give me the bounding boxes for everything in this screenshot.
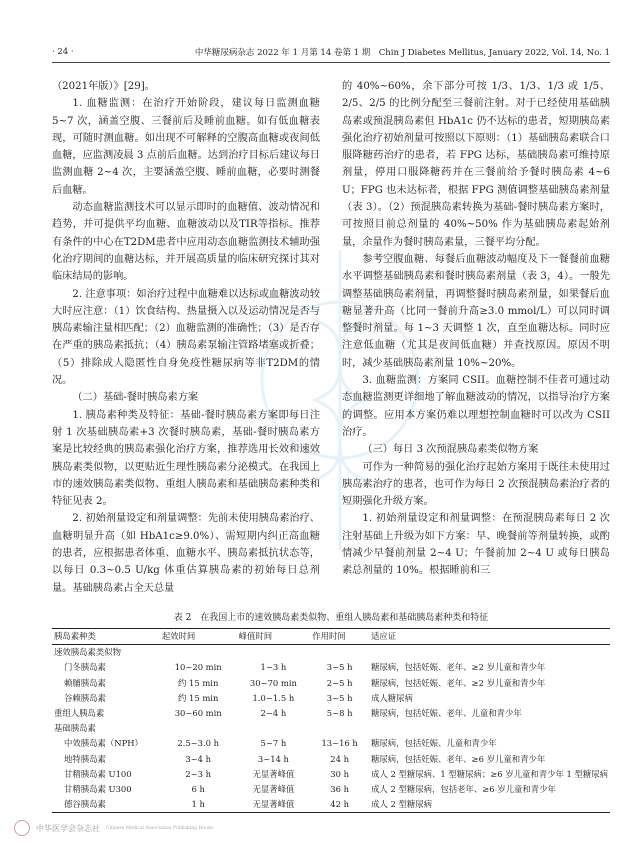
table-cell-name: 基础胰岛素 [54, 723, 96, 734]
table-cell-duration: 30 h [330, 768, 349, 779]
publisher-name: 中华医学会杂志社 [36, 823, 100, 833]
paragraph: 2. 注意事项：如治疗过程中血糖难以达标或血糖波动较大时应注意：（1）饮食结构、热量摄入以及运动情况是否与胰岛素输注量相匹配；（2）血糖监测的准确性；（3）是否存在严重的胰岛素抵抗；（4）胰岛素泵输注管路堵塞或折叠；（5）排除成人隐匿性自身免疫性糖尿病等非T2DM的情况。 [52, 288, 320, 387]
table-cell-peak: 无显著峰值 [252, 784, 295, 795]
table-cell-onset: 3~4 h [185, 753, 212, 764]
publisher-subname: Chinese Medical Association Publishing House [106, 825, 213, 831]
table-cell-peak: 3~14 h [257, 753, 289, 764]
table-cell-peak: 1.0~1.5 h [252, 692, 295, 703]
table-cell-onset: 2.5~3.0 h [177, 738, 220, 749]
table-cell-peak: 1~3 h [260, 662, 287, 673]
table-row [52, 645, 610, 661]
table-cell-duration [310, 645, 369, 661]
table-cell-name: 甘精胰岛素 U300 [64, 784, 132, 795]
table-cell-name: 中效胰岛素（NPH） [64, 738, 143, 749]
col-header: 起效时间 [160, 629, 237, 645]
table-row [52, 782, 610, 797]
journal-info: 中华糖尿病杂志 2022 年 1 月第 14 卷第 1 期 Chin J Diabetes Mellitus, January 2022, Vol. 14, No. 1 [194, 48, 610, 58]
paragraph: 1. 初始剂量设定和剂量调整：在预混胰岛素每日 2 次注射基础上升级为如下方案：早、晚餐前等剂量转换，或酌情减少早餐前剂量 2~4 U；午餐前加 2~4 U 或每日胰岛素总剂量的 10%。根据睡前和三 [342, 513, 610, 577]
table-caption: 表 2 在我国上市的速效胰岛素类似物、重组人胰岛素和基础胰岛素种类和特征 [173, 613, 489, 623]
page-number: · 24 · [52, 47, 74, 57]
table-cell-duration: 24 h [330, 753, 349, 764]
paragraph: 的 40%~60%，余下部分可按 1/3、1/3、1/3 或 1/5、2/5、2/5 的比例分配至三餐前注射。对于已经使用基础胰岛素或预混胰岛素但 HbA1c 仍不达标的患者，短期胰岛素强化治疗初始剂量可按照以下原则：（1）基础胰岛素联合口服降糖药治疗的患者，若 FPG 达标，基础胰岛素可维持原剂量，停用口服降糖药并在三餐前给予餐时胰岛素 4~6 U；FPG 也未达标者，根据 FPG 测值调整基础胰岛素剂量（表 3）。（2）预混胰岛素转换为基础-餐时胰岛素方案时，可按照目前总剂量的 40%~50% 作为基础胰岛素起始剂量，余量作为餐时胰岛素量，三餐平均分配。 [342, 81, 610, 248]
table-row [52, 706, 610, 721]
table-row [52, 767, 610, 782]
running-header [52, 44, 610, 60]
table-cell-duration [310, 721, 369, 736]
table-row [52, 660, 610, 675]
table-cell-duration: 13~16 h [321, 738, 358, 749]
table-cell-indication: 成人 2 型糖尿病 [369, 797, 610, 813]
table-cell-onset: 1 h [160, 797, 237, 813]
table-cell-indication: 成人 2 型糖尿病，包括老年、≥6 岁儿童和青少年 [371, 784, 556, 795]
table-cell-indication: 糖尿病，包括妊娠、儿童和青少年 [371, 738, 497, 749]
table-row [52, 691, 610, 706]
table-header-row [52, 629, 610, 645]
table-cell-onset: 2~3 h [185, 768, 212, 779]
col-header: 峰值时间 [237, 629, 311, 645]
paragraph: 可作为一种简易的强化治疗起始方案用于既往未使用过胰岛素治疗的患者，也可作为每日 2 次预混胰岛素治疗者的短期强化升级方案。 [342, 461, 610, 508]
paragraph: （2021年版）》[29]。 [52, 81, 155, 92]
table-cell-peak: 无显著峰值 [252, 768, 295, 779]
table-cell-indication [369, 721, 610, 736]
publisher-logo [14, 820, 213, 836]
table-cell-indication: 糖尿病，包括妊娠、老年、儿童和青少年 [371, 708, 522, 719]
col-header: 作用时间 [310, 629, 369, 645]
right-column [342, 78, 610, 580]
table-cell-peak: 5~7 h [260, 738, 287, 749]
table-cell-indication: 糖尿病，包括妊娠、老年、≥2 岁儿童和青少年 [371, 662, 546, 673]
table-row [52, 676, 610, 691]
table-cell-duration: 5~8 h [326, 708, 353, 719]
table-cell-peak: 30~70 min [249, 677, 297, 688]
table-cell-onset: 10~20 min [174, 662, 222, 673]
col-header: 胰岛素种类 [52, 629, 160, 645]
table-cell-onset: 约 15 min [178, 677, 219, 688]
table-cell-name: 重组人胰岛素 [54, 708, 105, 719]
paragraph: 1. 胰岛素种类及特征：基础-餐时胰岛素方案即每日注射 1 次基础胰岛素+3 次餐时胰岛素，基础-餐时胰岛素方案是比较经典的胰岛素强化治疗方案，推荐选用长效和速效胰岛素类似物，以更贴近生理性胰岛素分泌模式。在我国上市的速效胰岛素类似物、重组人胰岛素和基础胰岛素种类和特征见表 2。 [52, 409, 320, 508]
table-cell-peak: 2~4 h [260, 708, 287, 719]
section-heading: （三）每日 3 次预混胰岛素类似物方案 [362, 444, 539, 456]
table-cell-onset [160, 645, 237, 661]
paragraph: 参考空腹血糖、每餐后血糖波动幅度及下一餐餐前血糖水平调整基础胰岛素和餐时胰岛素剂量（表 3，4）。一般先调整基础胰岛素剂量，再调整餐时胰岛素剂量，如果餐后血糖显著升高（比同一餐前升高≥3.0 mmol/L）可以同时调整餐时剂量。每 1~3 天调整 1 次，直至血糖达标。同时应注意低血糖（尤其是夜间低血糖）并查找原因。原因不明时，减少基础胰岛素剂量 10%~20%。 [342, 253, 610, 369]
table-row [52, 736, 610, 751]
table-cell-peak: 无显著峰值 [237, 797, 311, 813]
table-cell-name: 赖脯胰岛素 [64, 677, 106, 688]
table-cell-duration: 3~5 h [326, 692, 353, 703]
table-cell-indication: 成人糖尿病 [371, 692, 413, 703]
insulin-table [52, 628, 610, 813]
table-row [52, 797, 610, 813]
table-cell-peak [237, 645, 311, 661]
table-cell-duration: 42 h [310, 797, 369, 813]
table-cell-indication [369, 645, 610, 661]
table-cell-onset: 30~60 min [174, 708, 222, 719]
section-heading: （二）基础-餐时胰岛素方案 [72, 392, 199, 404]
table-cell-peak [237, 721, 311, 736]
header-rule [52, 62, 610, 63]
paragraph: 2. 初始剂量设定和剂量调整：先前未使用胰岛素治疗、血糖明显升高（如 HbA1c≥9.0%）、需短期内纠正高血糖的患者，应根据患者体重、血糖水平、胰岛素抵抗状态等，以每日 0.3~0.5 U/kg 体重估算胰岛素的初始每日总剂量。基础胰岛素占全天总量 [52, 513, 320, 594]
col-header: 适应证 [369, 629, 610, 645]
table-cell-name: 地特胰岛素 [64, 753, 106, 764]
publisher-seal-icon [14, 820, 30, 836]
paragraph: 3. 血糖监测：方案同 CSII。血糖控制不佳者可通过动态血糖监测更详细地了解血糖波动的情况，以指导治疗方案的调整。应用本方案仍难以理想控制血糖时可以改为 CSII 治疗。 [342, 375, 610, 438]
table-cell-onset [160, 721, 237, 736]
table-cell-name: 门冬胰岛素 [64, 662, 106, 673]
table-cell-onset: 6 h [191, 784, 205, 795]
table-cell-indication: 成人 2 型糖尿病、1 型糖尿病；≥6 岁儿童和青少年 1 型糖尿病 [371, 768, 608, 779]
paragraph: 1. 血糖监测：在治疗开始阶段，建议每日监测血糖 5~7 次，涵盖空腹、三餐前后及睡前血糖。如有低血糖表现，可随时测血糖。如出现不可解释的空腹高血糖或夜间低血糖，应监测凌晨 3 点前后血糖。达到治疗目标后建议每日监测血糖 2~4 次，主要涵盖空腹、睡前血糖，必要时测餐后血糖。 [52, 98, 320, 196]
table-row [52, 752, 610, 767]
table-cell-indication: 糖尿病，包括妊娠、老年、≥6 岁儿童和青少年 [371, 753, 546, 764]
table-cell-name: 德谷胰岛素 [52, 797, 160, 813]
table-cell-duration: 3~5 h [326, 662, 353, 673]
table-cell-name: 甘精胰岛素 U100 [64, 768, 132, 779]
table-cell-indication: 糖尿病，包括妊娠、老年、≥2 岁儿童和青少年 [371, 677, 546, 688]
table-cell-name: 速效胰岛素类似物 [54, 647, 121, 658]
left-column [52, 78, 320, 597]
table-cell-name: 谷赖胰岛素 [64, 692, 106, 703]
paragraph: 动态血糖监测技术可以显示即时的血糖值、波动情况和趋势，并可提供平均血糖、血糖波动以及TIR等指标。推荐有条件的中心在T2DM患者中应用动态血糖监测技术辅助强化治疗期间的血糖达标，并开展高质量的临床研究探讨其对临床结局的影响。 [52, 202, 320, 283]
table-cell-duration: 36 h [330, 784, 349, 795]
table-cell-duration: 2~5 h [326, 677, 353, 688]
table-row [52, 721, 610, 736]
table-cell-onset: 约 15 min [178, 692, 219, 703]
